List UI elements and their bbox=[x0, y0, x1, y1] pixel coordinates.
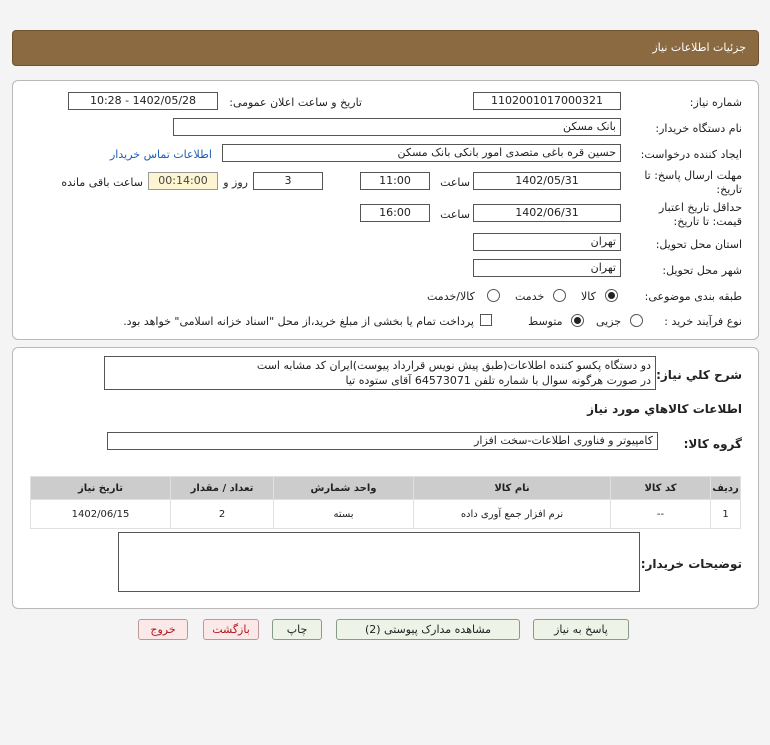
treasury-payment-checkbox[interactable] bbox=[480, 314, 492, 326]
process-medium-label: متوسط bbox=[528, 315, 563, 328]
category-service-radio[interactable] bbox=[553, 289, 566, 302]
deadline-date-field: 1402/05/31 bbox=[473, 172, 621, 190]
goods-group-field: کامپیوتر و فناوری اطلاعات-سخت افزار bbox=[107, 432, 658, 450]
description-label: شرح کلي نياز: bbox=[656, 368, 742, 382]
province-label: استان محل تحویل: bbox=[655, 238, 742, 251]
city-label: شهر محل تحویل: bbox=[662, 264, 742, 277]
reply-button[interactable]: پاسخ به نیاز bbox=[533, 619, 629, 640]
cell-qty: 2 bbox=[171, 500, 274, 529]
remaining-label: ساعت باقی مانده bbox=[61, 176, 143, 189]
cell-row: 1 bbox=[711, 500, 741, 529]
exit-button[interactable]: خروج bbox=[138, 619, 188, 640]
category-goods-service-label: کالا/خدمت bbox=[427, 290, 475, 303]
view-attachments-button[interactable]: مشاهده مدارک پیوستی (2) bbox=[336, 619, 520, 640]
page-header bbox=[12, 30, 759, 66]
cell-code: -- bbox=[611, 500, 711, 529]
col-row: ردیف bbox=[711, 477, 741, 500]
deadline-label-2: تاریخ: bbox=[716, 183, 742, 196]
treasury-payment-note: پرداخت تمام یا بخشی از مبلغ خرید،از محل "اسناد خزانه اسلامی" خواهد بود. bbox=[123, 315, 474, 328]
back-button[interactable]: بازگشت bbox=[203, 619, 259, 640]
validity-label-2: قیمت: تا تاریخ: bbox=[673, 215, 742, 228]
city-field: تهران bbox=[473, 259, 621, 277]
col-name: نام کالا bbox=[414, 477, 611, 500]
validity-time-label: ساعت bbox=[440, 208, 470, 221]
days-label: روز و bbox=[223, 176, 248, 189]
category-goods-radio[interactable] bbox=[605, 289, 618, 302]
need-number-label: شماره نیاز: bbox=[689, 96, 742, 109]
buyer-org-label: نام دستگاه خریدار: bbox=[655, 122, 742, 135]
col-qty: تعداد / مقدار bbox=[171, 477, 274, 500]
announce-field: 1402/05/28 - 10:28 bbox=[68, 92, 218, 110]
goods-group-label: گروه کالا: bbox=[683, 437, 742, 451]
category-service-label: خدمت bbox=[515, 290, 545, 303]
need-number-field: 1102001017000321 bbox=[473, 92, 621, 110]
process-type-label: نوع فرآیند خرید : bbox=[664, 315, 742, 328]
category-goods-label: کالا bbox=[581, 290, 596, 303]
col-unit: واحد شمارش bbox=[274, 477, 414, 500]
process-medium-radio[interactable] bbox=[571, 314, 584, 327]
process-minor-label: جزیی bbox=[596, 315, 622, 328]
description-field bbox=[104, 356, 656, 390]
goods-section-title: اطلاعات کالاهاي مورد نياز bbox=[587, 402, 742, 416]
buyer-org-field: بانک مسکن bbox=[173, 118, 621, 136]
process-minor-radio[interactable] bbox=[630, 314, 643, 327]
announce-label: تاریخ و ساعت اعلان عمومی: bbox=[229, 96, 362, 109]
deadline-time-field: 11:00 bbox=[360, 172, 430, 190]
deadline-label-1: مهلت ارسال پاسخ: تا bbox=[644, 169, 742, 182]
creator-label: ایجاد کننده درخواست: bbox=[640, 148, 742, 161]
days-field: 3 bbox=[253, 172, 323, 190]
buyer-notes-label: توضیحات خریدار: bbox=[640, 557, 742, 571]
validity-label-1: حداقل تاریخ اعتبار bbox=[658, 201, 742, 214]
description-line-1: دو دستگاه پکسو کننده اطلاعات(طبق پیش نویس قرارداد پیوست)ایران کد مشابه است bbox=[256, 359, 651, 372]
cell-date: 1402/06/15 bbox=[31, 500, 171, 529]
category-label: طبقه بندی موضوعی: bbox=[644, 290, 742, 303]
buyer-notes-field bbox=[118, 532, 640, 592]
validity-time-field: 16:00 bbox=[360, 204, 430, 222]
province-field: تهران bbox=[473, 233, 621, 251]
col-date: تاریخ نیاز bbox=[31, 477, 171, 500]
col-code: کد کالا bbox=[611, 477, 711, 500]
goods-table bbox=[30, 476, 741, 529]
category-goods-service-radio[interactable] bbox=[487, 289, 500, 302]
description-line-2: در صورت هرگونه سوال با شماره تلفن 64573071 آقای ستوده تیا bbox=[345, 374, 651, 387]
deadline-time-label: ساعت bbox=[440, 176, 470, 189]
cell-name: نرم افزار جمع آوری داده bbox=[414, 500, 611, 529]
creator-field: حسین قره باغی متصدی امور بانکی بانک مسکن bbox=[222, 144, 621, 162]
buyer-contact-link[interactable]: اطلاعات تماس خریدار bbox=[110, 148, 212, 161]
page-title: جزئیات اطلاعات نیاز bbox=[652, 41, 746, 54]
cell-unit: بسته bbox=[274, 500, 414, 529]
print-button[interactable]: چاپ bbox=[272, 619, 322, 640]
table-row bbox=[31, 500, 741, 529]
remaining-time-field: 00:14:00 bbox=[148, 172, 218, 190]
goods-table-header bbox=[31, 477, 741, 500]
validity-date-field: 1402/06/31 bbox=[473, 204, 621, 222]
